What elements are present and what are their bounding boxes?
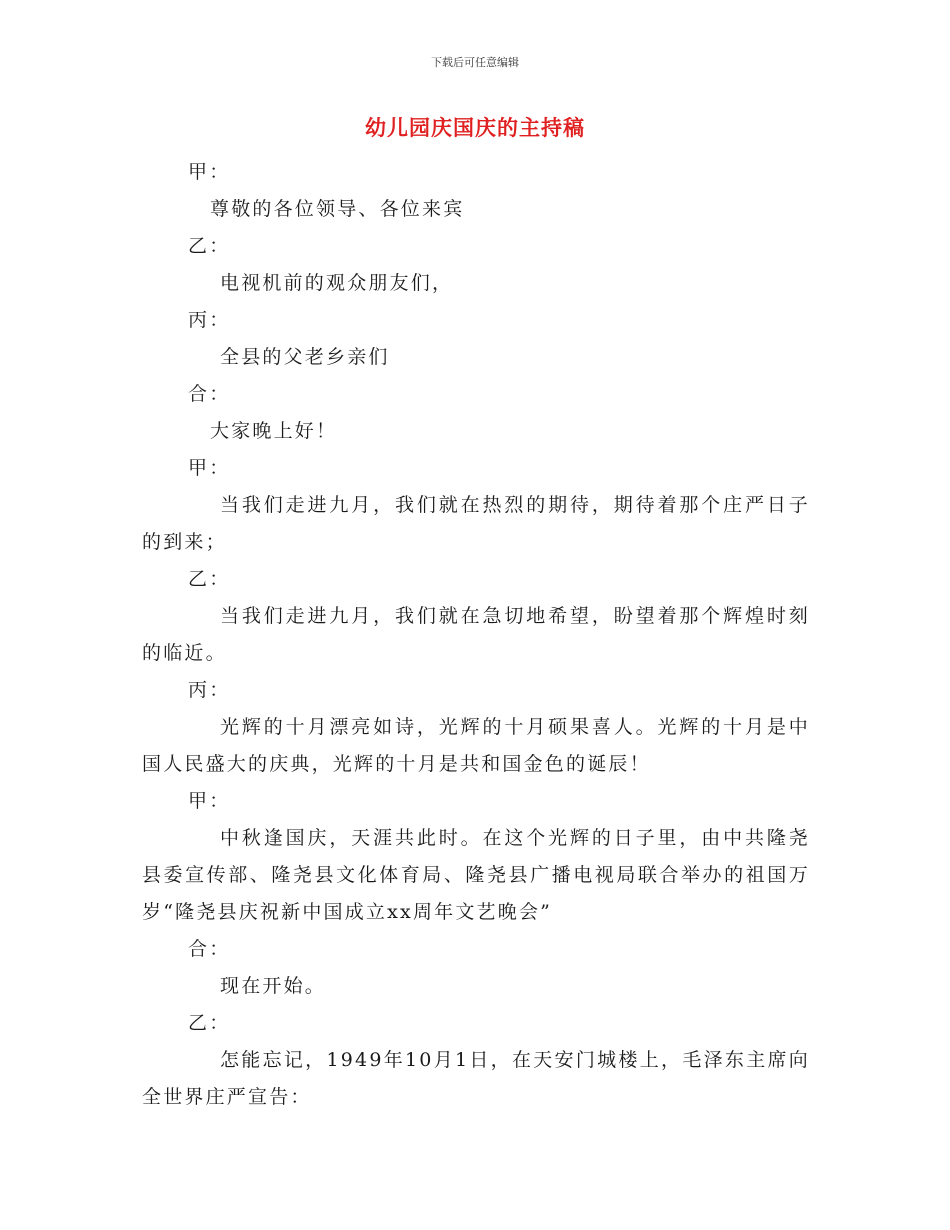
dialogue-line: 电视机前的观众朋友们， (220, 272, 454, 294)
dialogue-paragraph: 怎能忘记，1949年10月1日，在天安门城楼上，毛泽东主席向全世界庄严宣告： (142, 1049, 810, 1108)
speaker-label: 合： (188, 383, 231, 405)
script-body (142, 154, 810, 1116)
dialogue-line: 大家晚上好！ (210, 420, 338, 442)
speaker-label: 乙： (188, 1012, 231, 1034)
speaker-label: 乙： (188, 568, 231, 590)
speaker-label: 甲： (188, 457, 231, 479)
speaker-label: 丙： (188, 679, 231, 701)
dialogue-paragraph: 光辉的十月漂亮如诗，光辉的十月硕果喜人。光辉的十月是中国人民盛大的庆典，光辉的十月是共和国金色的诞辰！ (142, 716, 810, 775)
header-note: 下载后可任意编辑 (431, 56, 519, 69)
speaker-label: 合： (188, 938, 231, 960)
dialogue-paragraph: 中秋逢国庆，天涯共此时。在这个光辉的日子里，由中共隆尧县委宣传部、隆尧县文化体育局、隆尧县广播电视局联合举办的祖国万岁“隆尧县庆祝新中国成立xx周年文艺晚会” (142, 827, 810, 923)
speaker-label: 甲： (188, 790, 231, 812)
dialogue-paragraph: 当我们走进九月，我们就在急切地希望，盼望着那个辉煌时刻的临近。 (142, 605, 810, 664)
dialogue-line: 现在开始。 (220, 975, 327, 997)
dialogue-line: 尊敬的各位领导、各位来宾 (210, 198, 465, 220)
speaker-label: 乙： (188, 235, 231, 257)
speaker-label: 甲： (188, 161, 231, 183)
document-title: 幼儿园庆国庆的主持稿 (365, 115, 585, 140)
dialogue-line: 全县的父老乡亲们 (220, 346, 390, 368)
speaker-label: 丙： (188, 309, 231, 331)
dialogue-paragraph: 当我们走进九月，我们就在热烈的期待，期待着那个庄严日子的到来； (142, 494, 810, 553)
